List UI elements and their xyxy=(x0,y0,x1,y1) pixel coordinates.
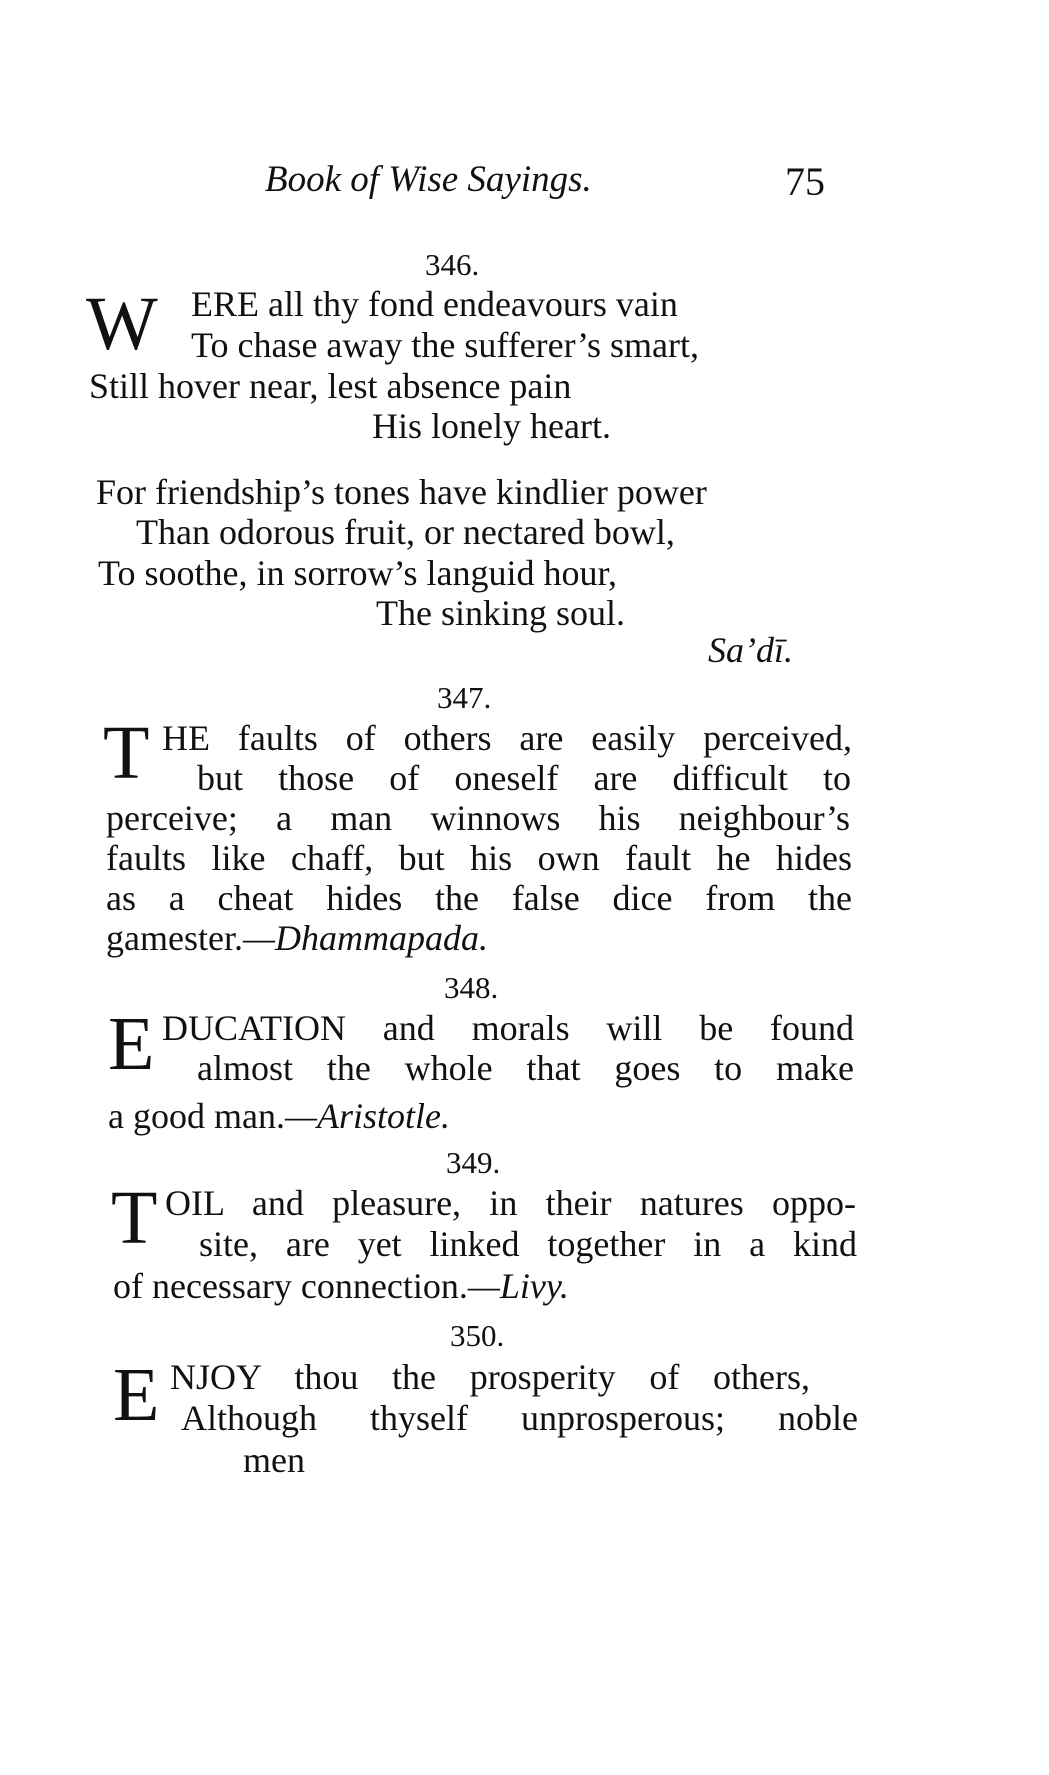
prose-line: a good man.—Aristotle. xyxy=(108,1096,450,1136)
attribution: —Dhammapada. xyxy=(242,918,488,958)
verse-line: His lonely heart. xyxy=(372,406,611,446)
attribution: Sa’dī. xyxy=(708,630,793,670)
prose-line: almost the whole that goes to make xyxy=(197,1048,854,1088)
prose-line: NJOY thou the prosperity of others, xyxy=(170,1357,810,1397)
page-number: 75 xyxy=(785,159,825,204)
drop-cap: T xyxy=(103,711,150,795)
entry-number: 349. xyxy=(446,1145,501,1180)
prose-line: as a cheat hides the false dice from the xyxy=(106,878,852,918)
prose-line: men xyxy=(243,1440,305,1480)
attribution: —Livy. xyxy=(467,1266,569,1306)
prose-line: perceive; a man winnows his neighbour’s xyxy=(106,798,850,838)
prose-line: faults like chaff, but his own fault he hides xyxy=(106,838,852,878)
prose-line: site, are yet linked together in a kind xyxy=(199,1224,857,1264)
drop-cap: T xyxy=(111,1176,158,1260)
verse-line: To chase away the sufferer’s smart, xyxy=(191,325,699,365)
prose-line: of necessary connection.—Livy. xyxy=(113,1266,569,1306)
verse-line: To soothe, in sorrow’s languid hour, xyxy=(98,553,617,593)
entry-number: 350. xyxy=(450,1318,505,1353)
prose-line: gamester.—Dhammapada. xyxy=(106,918,488,958)
drop-cap: W xyxy=(86,282,158,366)
verse-line: ERE all thy fond endeavours vain xyxy=(191,284,678,324)
entry-number: 348. xyxy=(444,970,499,1005)
prose-line: OIL and pleasure, in their natures oppo- xyxy=(165,1183,856,1223)
drop-cap: E xyxy=(108,1002,155,1086)
attribution: —Aristotle. xyxy=(284,1096,450,1136)
book-title: Book of Wise Sayings. xyxy=(265,159,592,200)
verse-line: The sinking soul. xyxy=(376,593,625,633)
prose-line: Although thyself unprosperous; noble xyxy=(181,1398,858,1438)
drop-cap: E xyxy=(113,1353,160,1437)
verse-line: Still hover near, lest absence pain xyxy=(89,366,572,406)
entry-number: 347. xyxy=(437,680,492,715)
verse-line: For friendship’s tones have kindlier power xyxy=(96,472,707,512)
verse-line: Than odorous fruit, or nectared bowl, xyxy=(136,512,675,552)
entry-number: 346. xyxy=(425,247,480,282)
prose-line: DUCATION and morals will be found xyxy=(162,1008,854,1048)
prose-line: HE faults of others are easily perceived, xyxy=(162,718,852,758)
prose-line: but those of oneself are difficult to xyxy=(197,758,851,798)
